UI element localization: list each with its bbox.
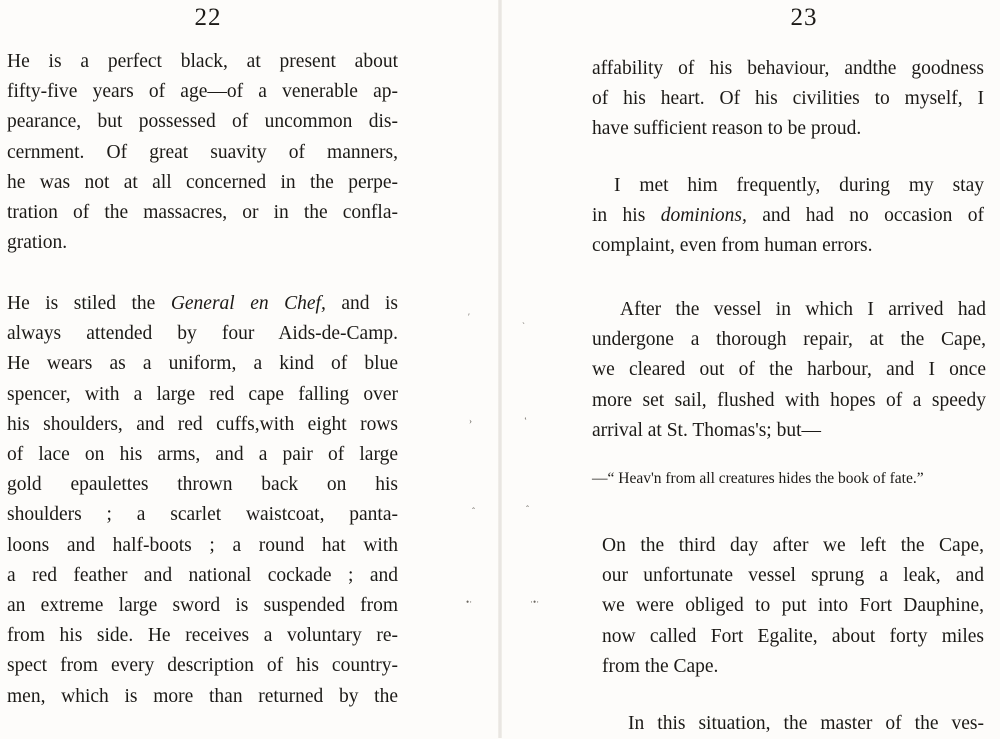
text-line: from his side. He receives a voluntary re- xyxy=(7,625,398,647)
italic-text: General en Chef, xyxy=(170,293,326,314)
text-line: have sufficient reason to be proud. xyxy=(592,118,862,140)
text-line: cernment. Of great suavity of manners, xyxy=(7,141,398,163)
paragraph xyxy=(7,47,398,258)
text-line: loons and half-boots ; a round hat with xyxy=(7,534,398,556)
show-through-mark: ·•· xyxy=(530,597,540,607)
text-line: pearance, but possessed of uncommon dis- xyxy=(7,111,398,133)
text-line: shoulders ; a scarlet waistcoat, panta- xyxy=(7,504,398,526)
paragraph xyxy=(592,295,986,446)
text-line: He is stiled the General en Chef, and is xyxy=(7,293,398,314)
show-through-mark: •· xyxy=(466,597,473,607)
text-line: we were obliged to put into Fort Dauphine, xyxy=(602,595,984,617)
text-line: tration of the massacres, or in the confla- xyxy=(7,202,398,224)
text-line: an extreme large sword is suspended from xyxy=(7,595,398,617)
book-gutter xyxy=(498,0,502,738)
italic-text: dominions, xyxy=(660,205,747,227)
text-line: men, which is more than returned by the xyxy=(7,685,398,707)
text-line: On the third day after we left the Cape, xyxy=(602,535,984,556)
show-through-mark: ˆ xyxy=(526,504,529,514)
text-line: of lace on his arms, and a pair of large xyxy=(7,444,398,466)
text-line: arrival at St. Thomas's; but— xyxy=(592,419,822,441)
paragraph xyxy=(592,54,984,145)
text-line: his shoulders, and red cuffs,with eight rows xyxy=(7,413,398,435)
text-line: gration. xyxy=(7,232,68,254)
show-through-mark: › xyxy=(469,416,472,426)
quotation: —“ Heav'n from all creatures hides the book of fate.” xyxy=(592,470,924,487)
text-line: gold epaulettes thrown back on his xyxy=(7,474,398,496)
text-line: we cleared out of the harbour, and I once xyxy=(592,359,986,381)
text-line: a red feather and national cockade ; and xyxy=(7,564,398,586)
text-line: he was not at all concerned in the perpe- xyxy=(7,171,398,193)
text-line: In this situation, the master of the ves- xyxy=(628,713,984,734)
text-line: spencer, with a large red cape falling over xyxy=(7,383,398,405)
text-line: undergone a thorough repair, at the Cape, xyxy=(592,329,986,351)
text-line: of his heart. Of his civilities to myself, I xyxy=(592,88,984,110)
text-line: fifty-five years of age—of a venerable ap- xyxy=(7,81,398,103)
show-through-mark: ˆ xyxy=(472,506,475,516)
paragraph xyxy=(7,289,398,712)
text-line: now called Fort Egalite, about forty miles xyxy=(602,625,984,647)
text-line: from the Cape. xyxy=(602,655,719,677)
page-number-right: 23 xyxy=(790,4,818,31)
paragraph xyxy=(592,709,984,739)
paragraph xyxy=(592,171,984,262)
text-line: affability of his behaviour, andthe goodness xyxy=(592,58,984,79)
text-line: complaint, even from human errors. xyxy=(592,235,873,257)
show-through-mark: ʽ xyxy=(524,416,527,426)
text-line: He is a perfect black, at present about xyxy=(7,51,398,72)
show-through-mark: ′ xyxy=(468,312,470,322)
text-line: in his dominions, and had no occasion of xyxy=(592,205,984,227)
text-line: more set sail, flushed with hopes of a speedy xyxy=(592,389,986,411)
text-line: He wears as a uniform, a kind of blue xyxy=(7,353,398,375)
text-line: After the vessel in which I arrived had xyxy=(620,299,986,320)
paragraph xyxy=(592,531,984,682)
text-line: always attended by four Aids-de-Camp. xyxy=(7,323,398,345)
show-through-mark: ˎ xyxy=(522,314,525,324)
text-line: I met him frequently, during my stay xyxy=(614,175,984,196)
text-line: spect from every description of his country- xyxy=(7,655,398,677)
text-line: our unfortunate vessel sprung a leak, and xyxy=(602,565,984,587)
page-number-left: 22 xyxy=(194,4,222,31)
